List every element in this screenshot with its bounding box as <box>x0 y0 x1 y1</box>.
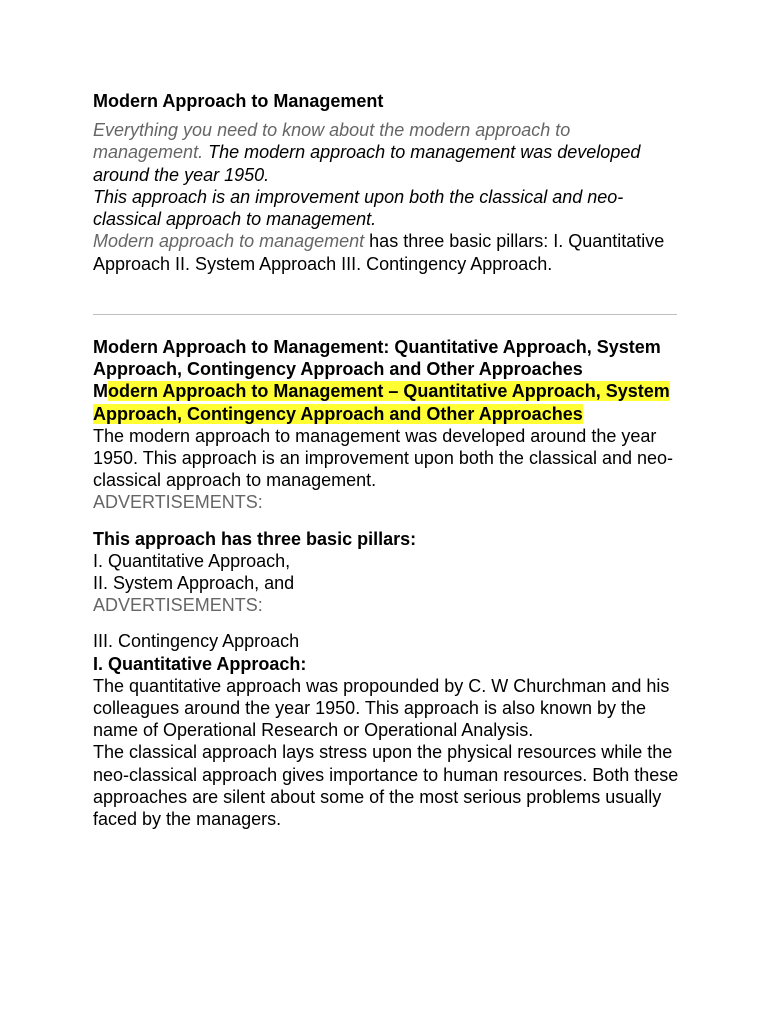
section-paragraph-1: The modern approach to management was developed around the year 1950. This approach is an improvement upon both the classical and neo-classical approach to management. <box>93 425 674 491</box>
article-body <box>93 336 683 830</box>
intro-lead-black: The modern approach to management was developed around the year 1950. <box>93 142 641 185</box>
intro-line-3 <box>93 230 683 275</box>
page-title: Modern Approach to Management <box>93 91 384 111</box>
quantitative-paragraph-2: The classical approach lays stress upon the physical resources while the neo-classical approach gives importance to human resources. Both these approaches are silent about some of the most serious problems usually faced by the managers. <box>93 742 679 830</box>
divider <box>93 314 677 315</box>
intro-line-1 <box>93 119 683 186</box>
pillar-item-3: III. Contingency Approach <box>93 631 300 652</box>
advertisement-label-1: ADVERTISEMENTS: <box>93 492 263 513</box>
highlighted-heading <box>93 380 683 424</box>
intro-pillars-rest: has three basic pillars: I. Quantitative Approach II. System Approach III. Contingency Approach. <box>93 231 665 274</box>
highlighted-heading-initial: M <box>93 381 108 402</box>
intro-paragraph <box>93 119 683 275</box>
intro-pillars-grey: Modern approach to management <box>93 231 365 252</box>
highlighted-heading-text: odern Approach to Management – Quantitative Approach, System Approach, Contingency Approach and Other Approaches <box>93 381 670 424</box>
pillar-item-1: I. Quantitative Approach, <box>93 550 291 571</box>
intro-lead-grey: Everything you need to know about the modern approach to management. <box>93 120 571 163</box>
spacer <box>93 616 683 630</box>
quantitative-heading: I. Quantitative Approach: <box>93 653 307 674</box>
intro-line-2: This approach is an improvement upon both the classical and neo-classical approach to management. <box>93 186 624 230</box>
pillars-heading: This approach has three basic pillars: <box>93 528 417 549</box>
spacer <box>93 514 683 528</box>
pillar-item-2: II. System Approach, and <box>93 573 295 594</box>
quantitative-paragraph-1: The quantitative approach was propounded by C. W Churchman and his colleagues around the year 1950. This approach is also known by the name of Operational Research or Operational Analysis. <box>93 675 670 741</box>
section-heading: Modern Approach to Management: Quantitative Approach, System Approach, Contingency Approach and Other Approaches <box>93 337 661 380</box>
advertisement-label-2: ADVERTISEMENTS: <box>93 595 263 616</box>
